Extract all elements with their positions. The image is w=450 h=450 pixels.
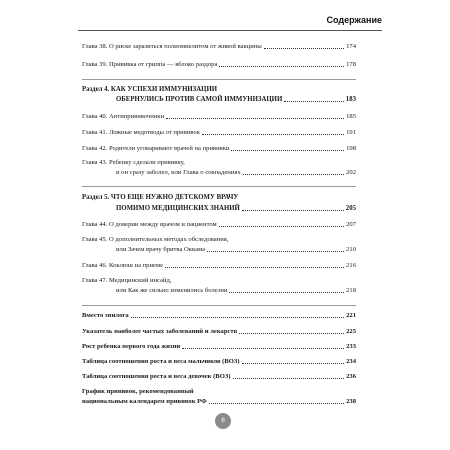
leader-dots	[166, 118, 344, 119]
toc-entry-title: Вместо эпилога	[82, 312, 129, 319]
leader-dots	[239, 333, 344, 334]
page-number-badge: 8	[215, 413, 231, 429]
toc-entry-title: национальным календарем прививок РФ	[82, 398, 207, 405]
leader-dots	[242, 210, 344, 211]
toc-entry-chapter-41	[82, 128, 356, 137]
leader-dots	[264, 48, 344, 49]
toc-entry-title: Таблица соотношения роста и веса мальчиков (ВОЗ)	[82, 358, 240, 365]
toc-entry-title: Глава 46. Коклюш на приеме	[82, 262, 164, 269]
leader-dots	[284, 101, 344, 102]
toc-entry-title: Глава 38. О риске заразиться полиомиелитом от живой вакцины	[82, 43, 262, 50]
toc-entry-title: Глава 41. Ложные медотводы от прививок	[82, 129, 200, 136]
toc-entry-title: Глава 44. О доверии между врачом и пациентом	[82, 221, 217, 228]
leader-dots	[219, 66, 344, 67]
leader-dots	[243, 174, 344, 175]
chapter-43-title-line1: Глава 43. Ребенку сделали прививку,	[82, 159, 185, 166]
toc-entry-page: 218	[346, 287, 356, 294]
toc-entry-title: или Как же сильно изменились болезни	[116, 287, 228, 294]
toc-entry-page: 221	[346, 312, 356, 319]
toc-entry-girls-table	[82, 372, 356, 381]
toc-entry-title: или Зачем врачу бритва Оккама	[116, 246, 206, 253]
section-divider	[82, 186, 356, 187]
leader-dots	[242, 363, 345, 364]
toc-entry-page: 216	[346, 262, 356, 269]
section-divider	[82, 79, 356, 80]
toc-entry-boys-table	[82, 357, 356, 366]
section-divider	[82, 305, 356, 306]
header-rule	[78, 30, 382, 31]
leader-dots	[131, 317, 344, 318]
toc-entry-title: ПОМИМО МЕДИЦИНСКИХ ЗНАНИЙ	[116, 205, 240, 212]
toc-entry-title: ОБЕРНУЛИСЬ ПРОТИВ САМОЙ ИММУНИЗАЦИИ	[116, 96, 283, 103]
toc-entry-section-4	[82, 95, 356, 104]
toc-entry-chapter-45	[82, 245, 356, 254]
toc-entry-chapter-39	[82, 60, 356, 69]
toc-entry-chapter-47	[82, 286, 356, 295]
section-5-heading-line1: Раздел 5. ЧТО ЕЩЕ НУЖНО ДЕТСКОМУ ВРАЧУ	[82, 194, 239, 201]
toc-entry-title: Указатель наиболее частых заболеваний и лекарств	[82, 328, 238, 335]
chapter-45-title-line1: Глава 45. О дополнительных методах обследования,	[82, 236, 229, 243]
leader-dots	[229, 292, 344, 293]
vaccination-schedule-title-line1: График прививок, рекомендованный	[82, 388, 194, 395]
toc-entry-chapter-46	[82, 261, 356, 270]
toc-entry-page: 183	[345, 96, 356, 103]
section-4-heading-line1: Раздел 4. КАК УСПЕХИ ИММУНИЗАЦИИ	[82, 86, 218, 93]
toc-entry-page: 202	[346, 169, 356, 176]
toc-entry-chapter-42	[82, 144, 356, 153]
toc-entry-page: 234	[346, 358, 356, 365]
toc-entry-section-5	[82, 204, 356, 213]
toc-entry-page: 198	[346, 145, 356, 152]
leader-dots	[182, 348, 344, 349]
running-header: Содержание	[326, 15, 382, 25]
toc-entry-page: 185	[346, 113, 356, 120]
leader-dots	[165, 267, 344, 268]
toc-entry-page: 233	[346, 343, 356, 350]
toc-entry-title: Глава 40. Антипрививочники	[82, 113, 165, 120]
toc-entry-title: Глава 39. Прививка от гриппа — яблоко раздора	[82, 61, 218, 68]
toc-entry-page: 205	[345, 205, 356, 212]
toc-entry-page: 210	[346, 246, 356, 253]
toc-entry-chapter-40	[82, 112, 356, 121]
chapter-47-title-line1: Глава 47. Медицинский инсайд,	[82, 277, 172, 284]
toc-entry-epilogue	[82, 311, 356, 320]
toc-entry-page: 225	[346, 328, 356, 335]
leader-dots	[202, 134, 344, 135]
toc-entry-page: 207	[346, 221, 356, 228]
toc-entry-page: 178	[346, 61, 356, 68]
leader-dots	[209, 403, 344, 404]
toc-entry-page: 236	[346, 373, 356, 380]
leader-dots	[219, 226, 344, 227]
toc-entry-growth-first-year	[82, 342, 356, 351]
toc-entry-page: 174	[346, 43, 356, 50]
toc-entry-page: 191	[346, 129, 356, 136]
toc-entry-page: 238	[346, 398, 356, 405]
leader-dots	[231, 150, 344, 151]
toc-entry-chapter-38	[82, 42, 356, 51]
toc-entry-chapter-44	[82, 220, 356, 229]
toc-entry-title: и он сразу заболел, или Глава о совпадениях	[116, 169, 241, 176]
leader-dots	[233, 378, 345, 379]
toc-entry-title: Таблица соотношения роста и веса девочек (ВОЗ)	[82, 373, 231, 380]
toc-entry-title: Глава 42. Родители уговаривают врачей на прививки	[82, 145, 230, 152]
toc-entry-chapter-43	[82, 168, 356, 177]
leader-dots	[207, 251, 344, 252]
toc-entry-title: Рост ребенка первого года жизни	[82, 343, 181, 350]
toc-entry-index	[82, 327, 356, 336]
toc-entry-vaccination-schedule	[82, 397, 356, 406]
